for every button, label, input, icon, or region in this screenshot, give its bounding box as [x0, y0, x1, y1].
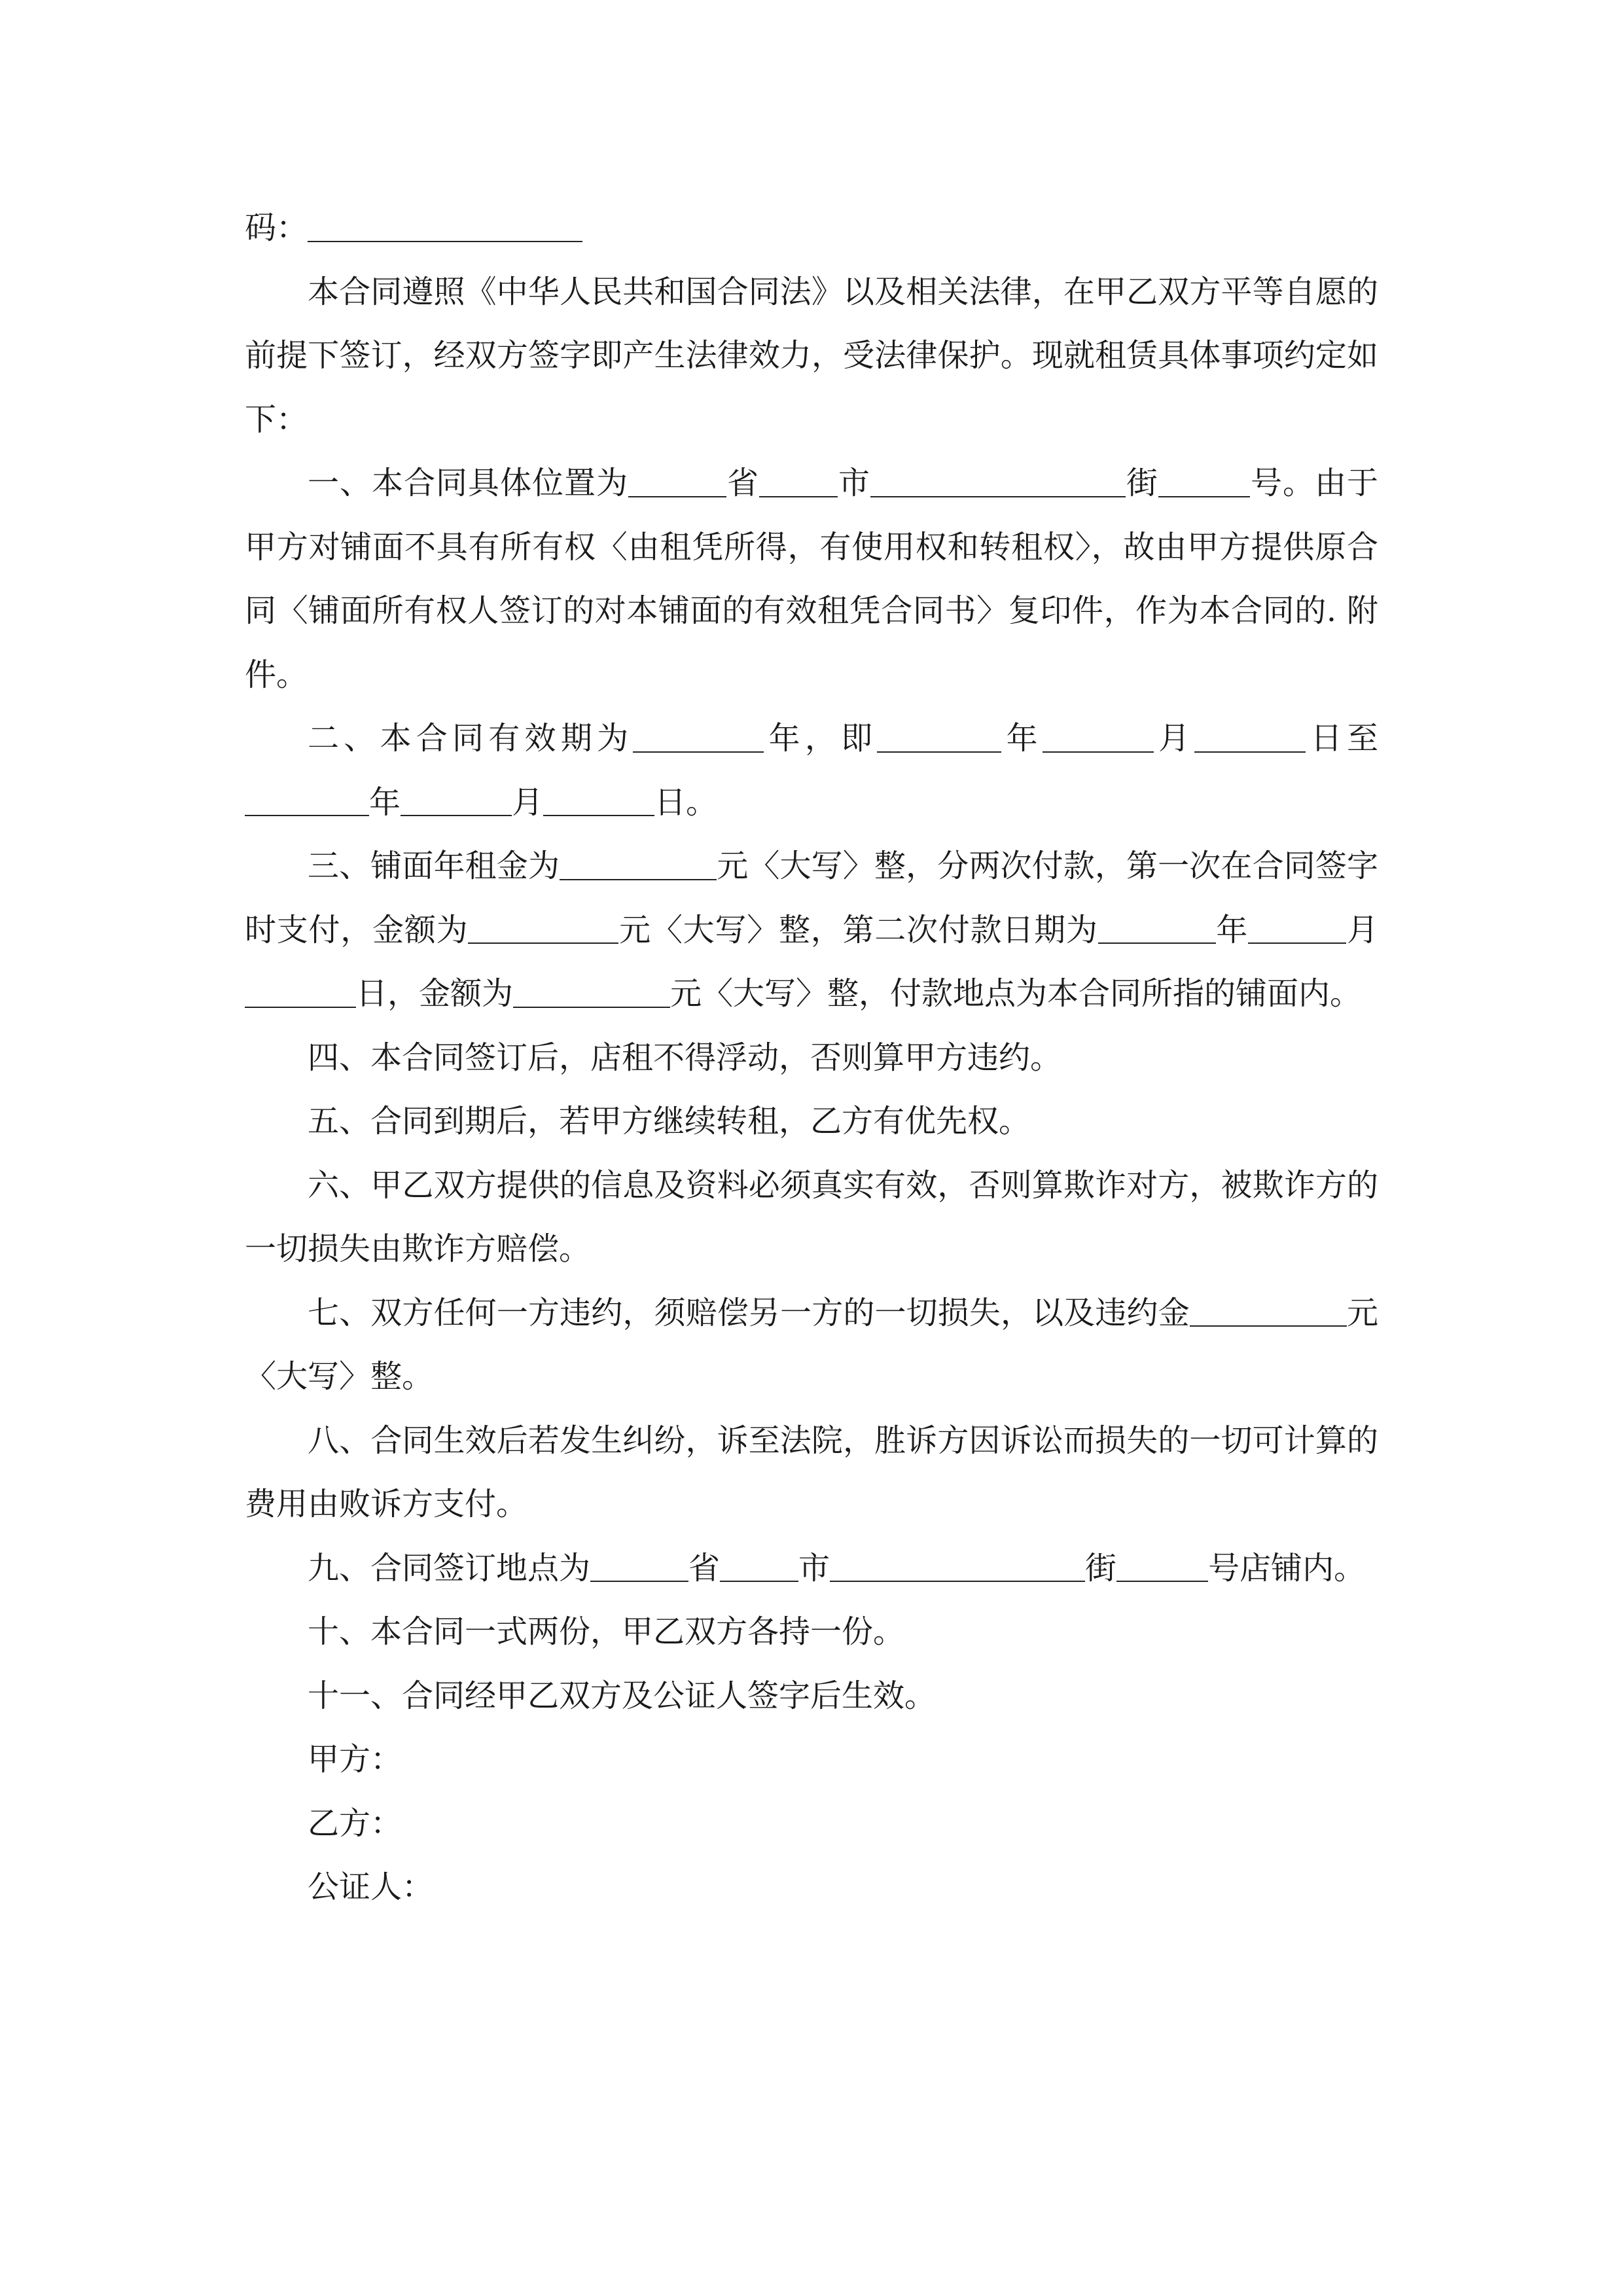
street-blank — [870, 465, 1126, 497]
clause-8: 八、合同生效后若发生纠纷，诉至法院，胜诉方因诉讼而损失的一切可计算的费用由败诉方支付。 — [245, 1422, 1378, 1522]
code-blank — [308, 209, 582, 242]
end-month-blank — [401, 783, 512, 816]
first-payment-blank — [468, 911, 618, 944]
clause-4: 四、本合同签订后，店租不得浮动，否则算甲方违约。 — [308, 1039, 1062, 1076]
clause-3-text-e: 月 — [1346, 911, 1378, 948]
second-payment-blank — [513, 975, 670, 1008]
sign-number-blank — [1116, 1549, 1208, 1582]
end-year-blank — [245, 783, 369, 816]
term-years-blank — [633, 720, 764, 753]
clause-9-text-b: 省 — [688, 1549, 721, 1587]
code-line — [245, 196, 1378, 260]
clause-1-text-b: 省 — [726, 465, 759, 501]
clause-11: 十一、合同经甲乙双方及公证人签字后生效。 — [308, 1677, 936, 1714]
clause-9-text-d: 街 — [1085, 1549, 1117, 1587]
clause-9-text-c: 市 — [798, 1549, 830, 1587]
clause-2-text-c: 年 — [1001, 720, 1043, 757]
sign-province-blank — [590, 1549, 688, 1582]
clause-5: 五、合同到期后，若甲方继续转租，乙方有优先权。 — [308, 1103, 1031, 1139]
clause-1-text-c: 市 — [837, 465, 870, 501]
number-blank — [1158, 465, 1250, 497]
penalty-blank — [1190, 1294, 1347, 1327]
code-label: 码： — [245, 209, 308, 246]
province-blank — [628, 465, 726, 497]
notary-label: 公证人： — [308, 1869, 434, 1905]
party-b-label: 乙方： — [308, 1804, 402, 1842]
clause-7-text-b: 元〈大写〉整。 — [245, 1294, 1378, 1395]
clause-7 — [245, 1282, 1378, 1409]
end-day-blank — [543, 783, 654, 816]
clause-3 — [245, 834, 1378, 1026]
contract-body — [245, 196, 1378, 1920]
clause-3-text-f: 日，金额为 — [356, 975, 514, 1012]
clause-3-text-c: 元〈大写〉整，第二次付款日期为 — [618, 911, 1098, 948]
intro-paragraph: 本合同遵照《中华人民共和国合同法》以及相关法律，在甲乙双方平等自愿的前提下签订，经双方签字即产生法律效力，受法律保护。现就租赁具体事项约定如下： — [245, 273, 1378, 438]
clause-6: 六、甲乙双方提供的信息及资料必须真实有效，否则算欺诈对方，被欺诈方的一切损失由欺诈方赔偿。 — [245, 1166, 1378, 1267]
clause-3-text-b: 元〈大写〉整，分两次付款，第一次在合同签字时支付，金额为 — [245, 848, 1378, 948]
party-a-label: 甲方： — [308, 1741, 402, 1778]
clause-2-text-h: 日。 — [654, 783, 718, 821]
clause-3-text-g: 元〈大写〉整，付款地点为本合同所指的铺面内。 — [670, 975, 1362, 1012]
sign-street-blank — [830, 1549, 1085, 1582]
sign-city-blank — [720, 1549, 798, 1582]
clause-3-text-a: 三、铺面年租金为 — [308, 848, 560, 884]
clause-2-text-e: 日至 — [1306, 720, 1378, 757]
second-pay-year-blank — [1098, 911, 1216, 944]
clause-1-text-d: 街 — [1125, 465, 1158, 501]
annual-rent-blank — [560, 848, 717, 880]
clause-3-text-d: 年 — [1215, 911, 1249, 948]
clause-10: 十、本合同一式两份，甲乙双方各持一份。 — [308, 1613, 905, 1650]
clause-1 — [245, 452, 1378, 707]
clause-2-text-d: 月 — [1153, 720, 1195, 757]
clause-2 — [245, 707, 1378, 834]
clause-7-text-a: 七、双方任何一方违约，须赔偿另一方的一切损失，以及违约金 — [308, 1294, 1190, 1331]
clause-1-text-e: 号。由于甲方对铺面不具有所有权〈由租凭所得，有使用权和转租权〉，故由甲方提供原合同〈铺面所有权人签订的对本铺面的有效租凭合同书〉复印件，作为本合同的. 附件。 — [245, 465, 1378, 693]
second-pay-month-blank — [1248, 911, 1346, 944]
clause-2-text-f: 年 — [369, 783, 401, 821]
clause-2-text-g: 月 — [512, 783, 544, 821]
clause-2-text-a: 二、本合同有效期为 — [308, 720, 633, 757]
second-pay-day-blank — [245, 975, 356, 1008]
clause-2-text-b: 年，即 — [764, 720, 878, 757]
city-blank — [759, 465, 838, 497]
clause-1-text-a: 一、本合同具体位置为 — [308, 465, 628, 501]
clause-9 — [245, 1537, 1378, 1601]
start-month-blank — [1043, 720, 1154, 753]
clause-9-text-a: 九、合同签订地点为 — [308, 1549, 591, 1587]
clause-9-text-e: 号店铺内。 — [1208, 1549, 1366, 1587]
start-year-blank — [877, 720, 1001, 753]
start-day-blank — [1194, 720, 1306, 753]
